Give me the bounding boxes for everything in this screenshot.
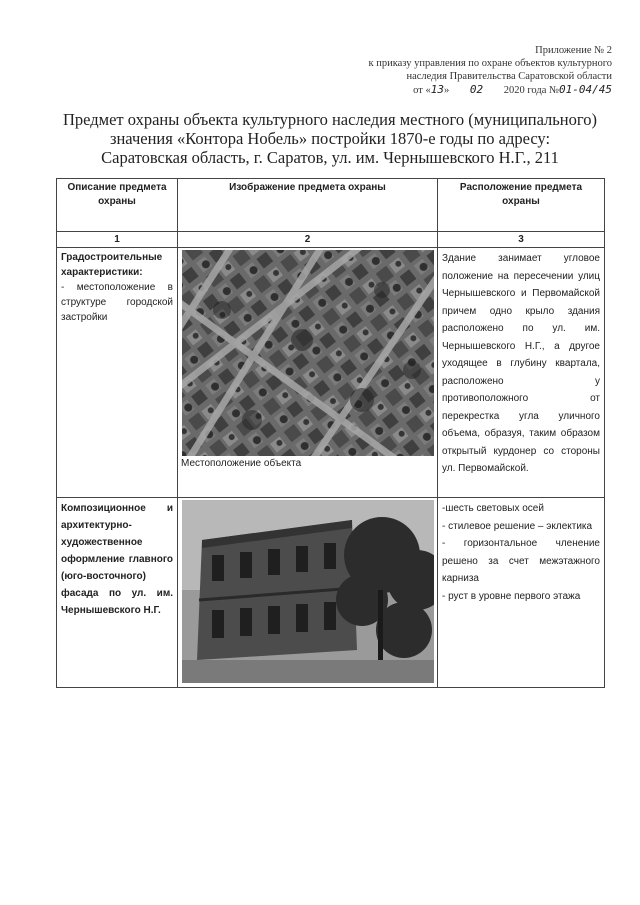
protection-table: [56, 178, 605, 688]
row1-location-text: Здание занимает угловое положение на пересечении улиц Чернышевского и Первомайской причем одно крыло здания расположено по ул. им. Чернышевского Н.Г., а другое уходящее в глубину квартала, расположено у противоположного от перекрестка угла уличного объема, образуя, таким образом открытый курдонер со стороны ул. Первомайской.: [438, 248, 605, 498]
column-number-3: 3: [438, 232, 605, 248]
annex-line-1: Приложение № 2: [535, 45, 612, 56]
annex-line-3: наследия Правительства Саратовской области: [406, 71, 612, 82]
annex-block: [282, 44, 612, 97]
table-row: [57, 248, 605, 498]
column-number-2: 2: [178, 232, 438, 248]
annex-date-prefix: от «: [413, 85, 431, 96]
feature-item: - горизонтальное членение решено за счет межэтажного карниза: [442, 538, 600, 584]
row2-desc-title: Композиционное и архитектурно-художественное оформление главного (юго-восточного) фасада по ул. им. Чернышевского Н.Г.: [61, 503, 173, 616]
annex-date-mid: »: [444, 85, 450, 96]
aerial-photo: [182, 250, 434, 456]
facade-photo: [182, 500, 434, 683]
title-line-3: Саратовская область, г. Саратов, ул. им. Чернышевского Н.Г., 211: [101, 148, 559, 167]
row1-description: [57, 248, 178, 498]
header-row: [57, 179, 605, 232]
column-number-1: 1: [57, 232, 178, 248]
row2-features: [438, 498, 605, 688]
row2-image-cell: [178, 498, 438, 688]
annex-line-2: к приказу управления по охране объектов культурного: [368, 58, 612, 69]
title-line-2: значения «Контора Нобель» постройки 1870-е годы по адресу:: [109, 129, 551, 148]
title-line-1: Предмет охраны объекта культурного наследия местного (муниципального): [63, 110, 597, 129]
feature-item: -шесть световых осей: [442, 503, 544, 514]
row2-description: [57, 498, 178, 688]
column-number-row: [57, 232, 605, 248]
row1-image-caption: Местоположение объекта: [181, 458, 302, 469]
annex-number: 01-04/45: [559, 83, 612, 96]
annex-date-line: [282, 83, 612, 97]
document-title: [60, 110, 600, 167]
header-description: Описание предмета охраны: [57, 179, 178, 232]
row1-desc-title: Градостроительные характеристики:: [61, 252, 163, 278]
row1-image-cell: [178, 248, 438, 498]
row1-desc-text: - местоположение в структуре городской застройки: [61, 282, 173, 323]
header-location: Расположение предмета охраны: [438, 179, 605, 232]
annex-day: 13: [430, 83, 444, 96]
feature-item: - руст в уровне первого этажа: [442, 590, 581, 602]
feature-item: - стилевое решение – эклектика: [442, 520, 593, 532]
header-image: Изображение предмета охраны: [178, 179, 438, 232]
annex-year: 2020 года №: [503, 85, 560, 96]
annex-month: 02: [469, 83, 484, 96]
table-row: [57, 498, 605, 688]
